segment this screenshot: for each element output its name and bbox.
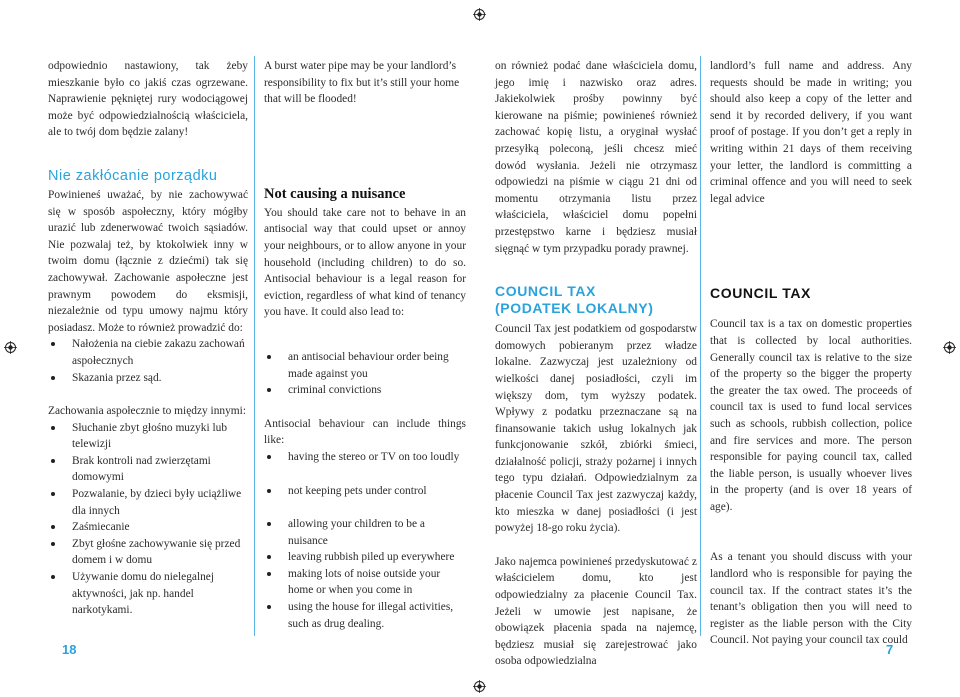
bullet-list: [48, 336, 248, 386]
column-polish-right: [495, 58, 697, 670]
list-item: Brak kontroli nad zwierzętami domowymi: [48, 453, 248, 486]
bullet-list: [264, 449, 466, 632]
heading-line: COUNCIL TAX: [495, 283, 596, 300]
intro-paragraph: on również podać dane właściciela domu, jego imię i nazwisko oraz adres. Jakiekolwiek prośby powinny być kierowane na piśmie; powinieneś również zachować kopię listu, a oryginał wysłać przesyłką poleconą, jeśli chcesz mieć dowód wysłania. Jeżeli nie otrzymasz odpowiedzi na piśmie w ciągu 21 dni od momentu otrzymania listu przez właściciela, właściciel domu popełni przestępstwo karne i będziesz musiał sięgnąć w tym przypadku porady prawnej.: [495, 60, 697, 255]
list-spacer: [264, 466, 466, 483]
list-item: not keeping pets under control: [264, 483, 466, 500]
registration-mark-icon: [473, 8, 486, 21]
intro-paragraph: A burst water pipe may be your landlord’s responsibility to fix but it’s still your home that will be flooded!: [264, 60, 460, 106]
list-item: Zaśmiecanie: [48, 519, 248, 536]
body-paragraph: Council tax is a tax on domestic properties that is collected by local authorities. Generally council tax is relative to the size of the property so the bigger the property the greater the tax owed. The proceeds of council tax is used to fund local services such as schools, rubbish collection, police and fire services and more. The person responsible for paying council tax, called the liable person, is usually whoever lives in the property (and is over 18 years of age).: [710, 318, 912, 513]
column-divider: [700, 56, 701, 636]
page-number: 18: [62, 642, 77, 657]
page-number: 7: [886, 642, 894, 657]
body-paragraph: You should take care not to behave in an antisocial way that could upset or annoy your neighbours, or to allow anyone in your household (including children) to do so. Antisocial behaviour is a legal reason for eviction, regardless of what kind of tenancy you have. It could also lead to:: [264, 206, 466, 319]
bullet-list: [264, 349, 466, 399]
body-paragraph: Powinieneś uważać, by nie zachowywać się w sposób aspołeczny, który mógłby urazić lub zdenerwować twoich sąsiadów. Nie pozwalaj też, by ktokolwiek inny w twoim domu (łącznie z dziećmi) tak się zachowywał. Zachowanie aspołeczne jest prawnym powodem do eksmisji, niezależnie od typu umowy najmu który posiadasz. Może to również prowadzić do:: [48, 188, 248, 334]
intro-paragraph: landlord’s full name and address. Any requests should be made in writing; you should also keep a copy of the letter and send it by recorded delivery, if you want proof of postage. If you don’t get a reply in writing within 21 days of them receiving your letter, the landlord is committing a criminal offence and you will need to seek legal advice: [710, 60, 912, 205]
list-item: Słuchanie zbyt głośno muzyki lub telewizji: [48, 420, 248, 453]
heading-line: (PODATEK LOKALNY): [495, 300, 654, 317]
bullet-list: [48, 420, 248, 619]
list-item: Zbyt głośne zachowywanie się przed domem i w domu: [48, 536, 248, 569]
body-paragraph: Council Tax jest podatkiem od gospodarstw domowych pobieranym przez władze lokalne. Zazwyczaj jest uzależniony od wielkości danej posiadłości, czyli im większy dom, tym wyższy podatek. Wpływy z podatku przeznaczane są na finansowanie takich usług lokalnych jak funkcjonowanie szkół, zbiórki śmieci, działalność policji, straży pożarnej i innych tego typu działań. Odpowiedzialnym za płacenie Council Tax jest zazwyczaj każdy, kto mieszka w danej posiadłości (i jest powyżej 18-go roku życia).: [495, 323, 697, 535]
section-heading: [495, 283, 697, 317]
registration-mark-icon: [4, 341, 17, 354]
list-item: using the house for illegal activities, such as drug dealing.: [264, 599, 466, 632]
body-paragraph: Jako najemca powinieneś przedyskutować z właścicielem domu, kto jest odpowiedzialny za płacenie Council Tax. Jeżeli w umowie jest napisane, że obowiązek płacenia spada na najemcę, będziesz musiał się zarejestrować jako osoba odpowiedzialna: [495, 555, 697, 668]
list-item: having the stereo or TV on too loudly: [264, 449, 466, 466]
intro-paragraph: odpowiednio nastawiony, tak żeby mieszkanie było co jakiś czas ogrzewane. Naprawienie pękniętej rury wodociągowej może być odpowiedzialnością właściciela, ale to twój dom będzie zalany!: [48, 60, 248, 139]
column-polish-left: [48, 58, 248, 619]
registration-mark-icon: [943, 341, 956, 354]
registration-mark-icon: [473, 680, 486, 693]
body-paragraph: Antisocial behaviour can include things like:: [264, 417, 466, 447]
list-item: leaving rubbish piled up everywhere: [264, 549, 466, 566]
body-paragraph: As a tenant you should discuss with your landlord who is responsible for paying the council tax. If the contract states it’s the tenant’s obligation then you will need to register as the liable person with the City Council. Not paying your council tax could: [710, 551, 912, 647]
body-paragraph: Zachowania aspołecznie to między innymi:: [48, 405, 247, 418]
list-item: Pozwalanie, by dzieci były uciążliwe dla innych: [48, 486, 248, 519]
list-item: Skazania przez sąd.: [48, 370, 248, 387]
list-spacer: [264, 499, 466, 516]
section-heading: Not causing a nuisance: [264, 185, 406, 202]
section-heading: Nie zakłócanie porządku: [48, 167, 218, 184]
list-item: criminal convictions: [264, 382, 466, 399]
column-english-right: [710, 58, 912, 649]
list-item: Nałożenia na ciebie zakazu zachowań aspołecznych: [48, 336, 248, 369]
column-english-left: [264, 58, 466, 632]
list-item: Używanie domu do nielegalnej aktywności, jak np. handel narkotykami.: [48, 569, 248, 619]
section-heading: COUNCIL TAX: [710, 285, 811, 302]
list-item: making lots of noise outside your home or when you come in: [264, 566, 466, 599]
column-divider: [254, 56, 255, 636]
list-item: an antisocial behaviour order being made against you: [264, 349, 466, 382]
list-item: allowing your children to be a nuisance: [264, 516, 466, 549]
